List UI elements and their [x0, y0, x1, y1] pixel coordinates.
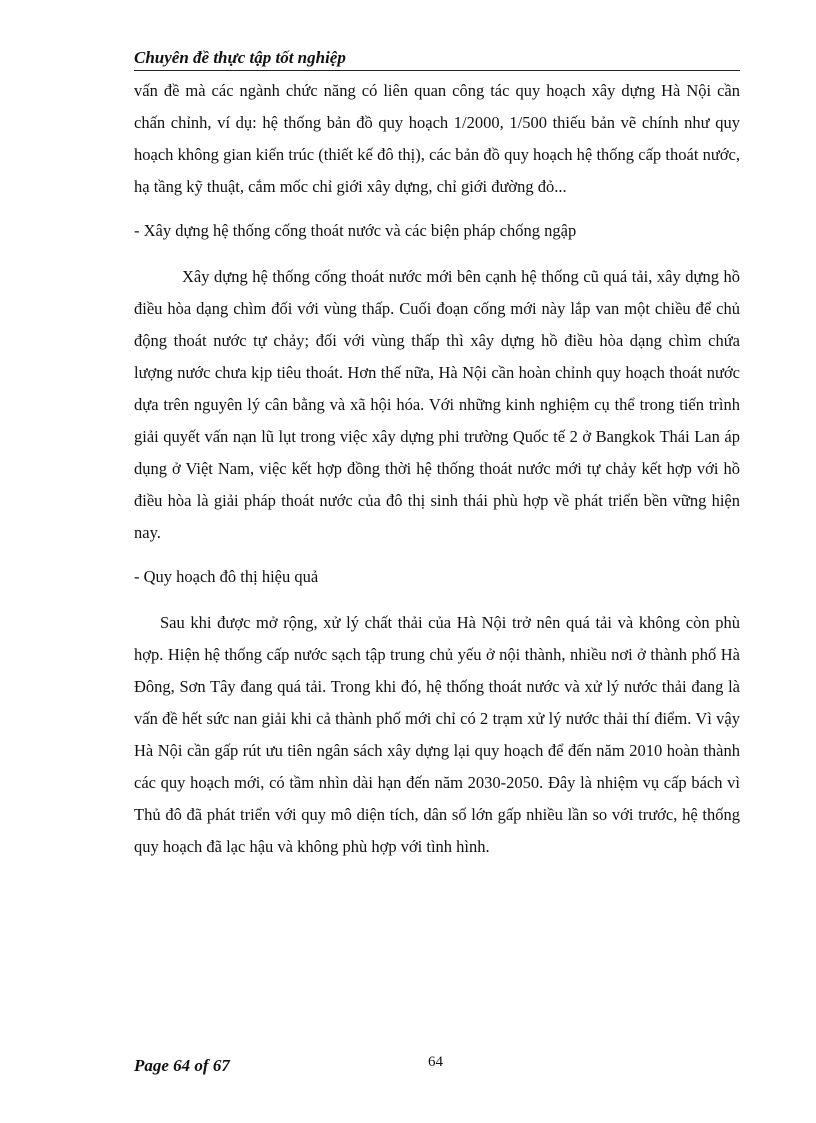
page-body: [134, 75, 740, 863]
header-title: Chuyên đề thực tập tốt nghiệp: [134, 48, 346, 67]
paragraph-3: Sau khi được mở rộng, xử lý chất thải của Hà Nội trở nên quá tải và không còn phù hợp. Hiện hệ thống cấp nước sạch tập trung chủ yếu ở nội thành, nhiều nơi ở thành phố Hà Đông, Sơn Tây đang quá tải. Trong khi đó, hệ thống thoát nước và xử lý nước thải đang là vấn đề hết sức nan giải khi cả thành phố mới chỉ có 2 trạm xử lý nước thải thí điểm. Vì vậy Hà Nội cần gấp rút ưu tiên ngân sách xây dựng lại quy hoạch để đến năm 2010 hoàn thành các quy hoạch mới, có tầm nhìn dài hạn đến năm 2030-2050. Đây là nhiệm vụ cấp bách vì Thủ đô đã phát triển với quy mô diện tích, dân số lớn gấp nhiều lần so với trước, hệ thống quy hoạch đã lạc hậu và không phù hợp với tình hình.: [134, 613, 740, 856]
paragraph-1: vấn đề mà các ngành chức năng có liên quan công tác quy hoạch xây dựng Hà Nội cần chấn chỉnh, ví dụ: hệ thống bản đồ quy hoạch 1/2000, 1/500 thiếu bản vẽ chính như quy hoạch không gian kiến trúc (thiết kế đô thị), các bản đồ quy hoạch hệ thống cấp thoát nước, hạ tầng kỹ thuật, cắm mốc chỉ giới xây dựng, chỉ giới đường đỏ...: [134, 81, 740, 196]
section-heading-urban-planning: - Quy hoạch đô thị hiệu quả: [134, 567, 319, 586]
section-heading-drainage: - Xây dựng hệ thống cống thoát nước và các biện pháp chống ngập: [134, 221, 577, 240]
footer-page-number: 64: [428, 1054, 443, 1070]
paragraph-2: Xây dựng hệ thống cống thoát nước mới bên cạnh hệ thống cũ quá tải, xây dựng hồ điều hòa dạng chìm đối với vùng thấp. Cuối đoạn cống mới này lắp van một chiều để chủ động thoát nước tự chảy; đối với vùng thấp thì xây dựng hồ điều hòa dạng chìm chứa lượng nước chưa kịp tiêu thoát. Hơn thế nữa, Hà Nội cần hoàn chỉnh quy hoạch thoát nước dựa trên nguyên lý cân bằng và xã hội hóa. Với những kinh nghiệm cụ thể trong tiến trình giải quyết vấn nạn lũ lụt trong việc xây dựng phi trường Quốc tế 2 ở Bangkok Thái Lan áp dụng ở Việt Nam, việc kết hợp đồng thời hệ thống thoát nước mới tự chảy kết hợp với hồ điều hòa là giải pháp thoát nước của đô thị sinh thái phù hợp về phát triển bền vững hiện nay.: [134, 267, 740, 542]
footer-page-label: Page 64 of 67: [134, 1056, 230, 1075]
header-divider: [134, 70, 740, 71]
